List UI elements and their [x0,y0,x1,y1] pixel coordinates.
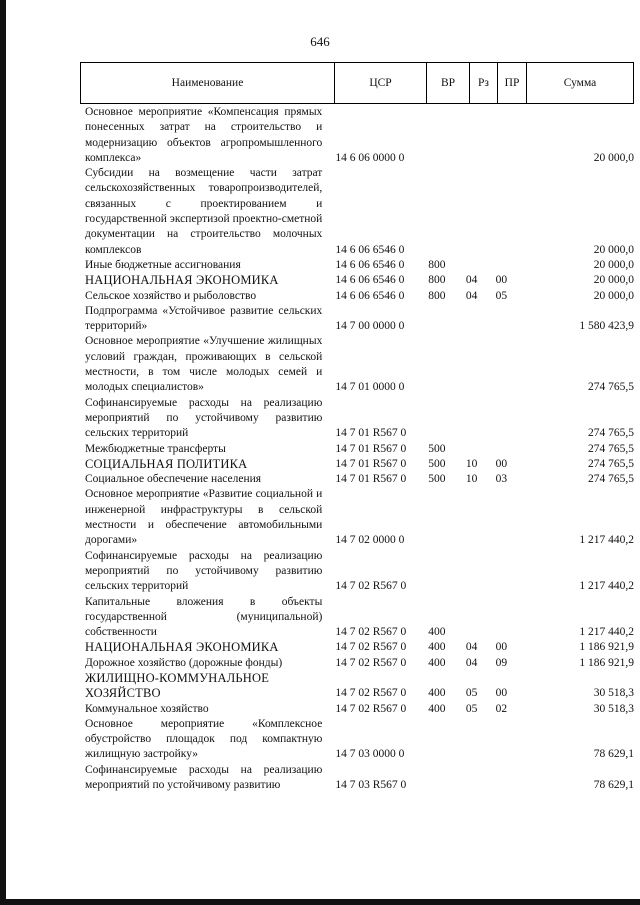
table-row [80,105,634,166]
table-row [80,166,634,258]
table-row [80,595,634,641]
row-csr: 14 7 01 0000 0 [335,381,405,394]
table-row [80,717,634,763]
table-row [80,640,634,655]
row-csr: 14 7 02 R567 0 [335,641,407,654]
row-sum: 20 000,0 [593,289,635,302]
row-sum: 20 000,0 [593,151,635,164]
row-name: Коммунальное хозяйство [85,702,209,715]
row-rz: 04 [465,641,478,654]
row-sum: 1 186 921,9 [579,641,635,654]
header-csr: ЦСР [335,63,427,103]
row-name: Основное мероприятие «Комплексное обустройство площадок под компактную жилищную застройку» [85,717,323,761]
row-sum: 20 000,0 [593,243,635,256]
row-pr: 00 [495,457,508,470]
page-number: 646 [310,34,330,49]
row-name: Основное мероприятие «Улучшение жилищных условий граждан, проживающих в сельской местности, в том числе молодых семей и молодых специалистов» [85,335,323,394]
row-sum: 20 000,0 [593,274,635,287]
row-csr: 14 7 02 0000 0 [335,534,405,547]
scan-left-edge [0,0,6,905]
table-row [80,334,634,395]
row-name: СОЦИАЛЬНАЯ ПОЛИТИКА [85,456,248,471]
table-row [80,487,634,548]
header-sum: Сумма [563,77,597,89]
row-pr: 03 [495,473,508,486]
header-vr: ВР [427,63,470,103]
table-row [80,289,634,304]
row-sum: 274 765,5 [588,457,635,470]
row-csr: 14 7 01 R567 0 [335,473,407,486]
table-row [80,549,634,595]
table-row [80,656,634,671]
row-name: НАЦИОНАЛЬНАЯ ЭКОНОМИКА [85,273,279,288]
row-csr: 14 6 06 6546 0 [335,274,405,287]
header-rz: Рз [470,63,498,103]
row-csr: 14 7 00 0000 0 [335,320,405,333]
row-vr: 500 [428,442,446,455]
row-csr: 14 7 01 R567 0 [335,457,407,470]
row-rz: 05 [465,702,478,715]
row-csr: 14 7 01 R567 0 [335,427,407,440]
row-rz: 10 [465,457,478,470]
table-header [80,62,634,104]
row-sum: 1 186 921,9 [579,656,635,669]
row-rz: 04 [465,656,478,669]
row-sum: 1 217 440,2 [579,626,635,639]
row-csr: 14 7 02 R567 0 [335,626,407,639]
row-pr: 09 [495,656,508,669]
scan-bottom-edge [0,899,640,905]
table-row [80,396,634,442]
row-name: Иные бюджетные ассигнования [85,258,241,271]
row-vr: 400 [428,641,446,654]
row-sum: 274 765,5 [588,381,635,394]
row-vr: 400 [428,626,446,639]
row-name: Социальное обеспечение населения [85,473,262,486]
row-name: Дорожное хозяйство (дорожные фонды) [85,656,283,669]
row-csr: 14 6 06 0000 0 [335,151,405,164]
row-vr: 800 [428,274,446,287]
row-csr: 14 7 02 R567 0 [335,580,407,593]
table-row [80,304,634,335]
row-vr: 500 [428,473,446,486]
row-csr: 14 7 02 R567 0 [335,687,407,700]
row-pr: 05 [495,289,508,302]
table-row [80,671,634,702]
row-sum: 1 217 440,2 [579,534,635,547]
row-sum: 1 580 423,9 [579,320,635,333]
table-body [80,105,634,793]
row-vr: 400 [428,687,446,700]
row-csr: 14 6 06 6546 0 [335,258,405,271]
table-row [80,273,634,288]
table-row [80,442,634,457]
row-sum: 30 518,3 [593,687,635,700]
row-vr: 500 [428,457,446,470]
row-name: Межбюджетные трансферты [85,442,226,455]
row-sum: 78 629,1 [593,779,635,792]
row-vr: 800 [428,289,446,302]
row-sum: 1 217 440,2 [579,580,635,593]
row-vr: 400 [428,656,446,669]
table-row [80,702,634,717]
row-name: Сельское хозяйство и рыболовство [85,289,257,302]
row-pr: 00 [495,274,508,287]
row-csr: 14 6 06 6546 0 [335,289,405,302]
row-pr: 02 [495,702,508,715]
row-name: Субсидии на возмещение части затрат сельскохозяйственных товаропроизводителей, связанных с проектированием и государственной экспертизой проектно-сметной документации на строительство молочных комплексов [85,167,323,256]
row-csr: 14 7 02 R567 0 [335,702,407,715]
row-sum: 20 000,0 [593,258,635,271]
row-sum: 274 765,5 [588,473,635,486]
row-csr: 14 7 03 0000 0 [335,748,405,761]
row-sum: 274 765,5 [588,442,635,455]
row-sum: 274 765,5 [588,427,635,440]
row-name: Софинансируемые расходы на реализацию мероприятий по устойчивому развитию сельских территорий [85,396,323,440]
row-name: Софинансируемые расходы на реализацию мероприятий по устойчивому развитию [85,763,323,792]
header-pr: ПР [498,63,527,103]
row-csr: 14 6 06 6546 0 [335,243,405,256]
row-rz: 04 [465,289,478,302]
row-rz: 04 [465,274,478,287]
row-name: Основное мероприятие «Развитие социальной и инженерной инфраструктуры в сельской местности и обеспечение автомобильными дорогами» [85,488,323,547]
row-name: ЖИЛИЩНО-КОММУНАЛЬНОЕ ХОЗЯЙСТВО [85,670,270,701]
row-sum: 30 518,3 [593,702,635,715]
row-pr: 00 [495,687,508,700]
row-name: Капитальные вложения в объекты государственной (муниципальной) собственности [85,595,323,639]
row-csr: 14 7 01 R567 0 [335,442,407,455]
row-vr: 800 [428,258,446,271]
row-csr: 14 7 03 R567 0 [335,779,407,792]
row-pr: 00 [495,641,508,654]
table-row [80,457,634,472]
table-row [80,258,634,273]
table-row [80,472,634,487]
row-name: Основное мероприятие «Компенсация прямых понесенных затрат на строительство и модернизацию объектов агропромышленного комплекса» [85,106,323,164]
row-name: НАЦИОНАЛЬНАЯ ЭКОНОМИКА [85,640,279,655]
table-row [80,763,634,794]
row-name: Подпрограмма «Устойчивое развитие сельских территорий» [85,304,323,333]
row-rz: 10 [465,473,478,486]
header-name: Наименование [81,63,335,103]
row-csr: 14 7 02 R567 0 [335,656,407,669]
row-vr: 400 [428,702,446,715]
row-sum: 78 629,1 [593,748,635,761]
row-rz: 05 [465,687,478,700]
row-name: Софинансируемые расходы на реализацию мероприятий по устойчивому развитию сельских территорий [85,549,323,593]
